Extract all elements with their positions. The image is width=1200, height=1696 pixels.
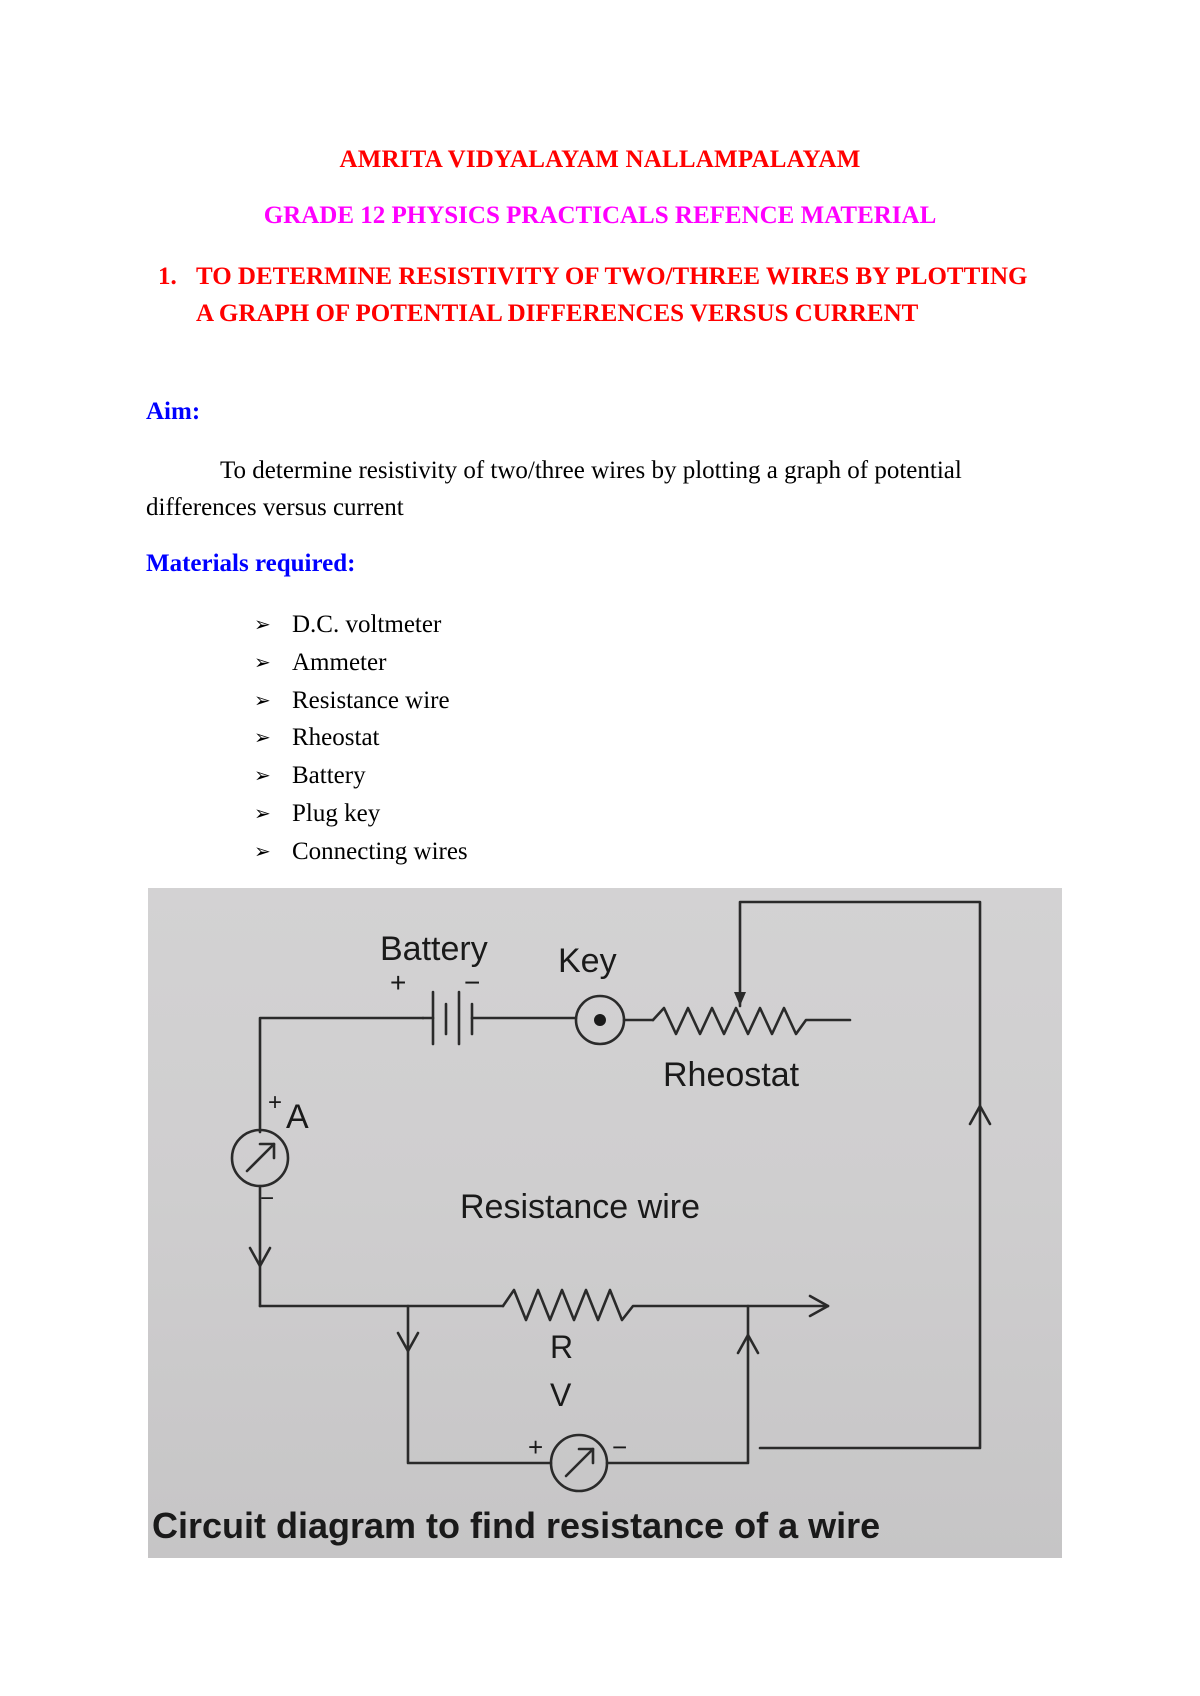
battery-plus-sign: + [390,967,407,998]
materials-label: Materials required: [146,550,356,577]
material-label: Rheostat [292,724,380,752]
list-item [254,719,468,757]
slider-arrowhead [734,992,746,1006]
list-item [254,606,468,644]
arrow-bullet-icon: ➢ [254,687,271,712]
list-item [254,644,468,682]
ammeter-plus-sign: + [268,1089,283,1116]
key-label: Key [558,942,617,980]
rheostat-label: Rheostat [663,1056,800,1094]
list-item [254,757,468,795]
material-label: Plug key [292,799,381,827]
wire-top-left [260,1018,423,1132]
arrow-bullet-icon: ➢ [254,763,271,788]
arrow-bullet-icon: ➢ [254,838,271,863]
ammeter-needle [247,1144,274,1171]
arrow-bullet-icon: ➢ [254,612,271,636]
document-subtitle: GRADE 12 PHYSICS PRACTICALS REFENCE MATERIAL [263,202,937,229]
voltmeter-minus-sign: − [612,1432,628,1462]
material-label: D.C. voltmeter [292,611,442,638]
circuit-diagram-photo [148,888,1062,1558]
arrow-bullet-icon: ➢ [254,725,271,750]
material-label: Resistance wire [292,686,450,714]
arrow-bullet-icon: ➢ [254,800,271,825]
resistance-wire-label: Resistance wire [460,1188,700,1226]
material-label: Connecting wires [292,837,468,865]
experiment-title: TO DETERMINE RESISTIVITY OF TWO/THREE WIRES BY PLOTTING A GRAPH OF POTENTIAL DIFFERENCES VERSUS CURRENT [196,263,1028,327]
list-item [254,682,468,720]
wire-rheostat-slider-return [740,902,980,1448]
key-dot [594,1014,606,1026]
experiment-number: 1. [158,263,177,290]
rheostat-zigzag [653,1008,850,1034]
school-name: AMRITA VIDYALAYAM NALLAMPALAYAM [339,146,861,173]
voltmeter-label: V [550,1377,572,1413]
circuit-diagram [148,888,1062,1558]
material-label: Ammeter [292,648,387,676]
resistance-wire-zigzag [503,1290,828,1320]
aim-text: To determine resistivity of two/three wires by plotting a graph of potential differences versus current [146,457,962,521]
materials-list [254,606,468,871]
battery-minus-sign: − [464,967,481,998]
material-label: Battery [292,762,366,790]
ammeter-minus-sign: − [260,1185,275,1212]
diagram-caption: Circuit diagram to find resistance of a wire [152,1505,881,1546]
resistor-label: R [550,1329,574,1365]
voltmeter-plus-sign: + [528,1432,544,1462]
battery-label: Battery [380,930,488,968]
aim-label: Aim: [146,398,201,425]
wire-voltmeter-right [607,1306,748,1463]
list-item [254,795,468,833]
voltmeter-needle [566,1449,593,1476]
arrow-bullet-icon: ➢ [254,649,271,674]
list-item [254,833,468,871]
ammeter-label: A [286,1098,309,1136]
